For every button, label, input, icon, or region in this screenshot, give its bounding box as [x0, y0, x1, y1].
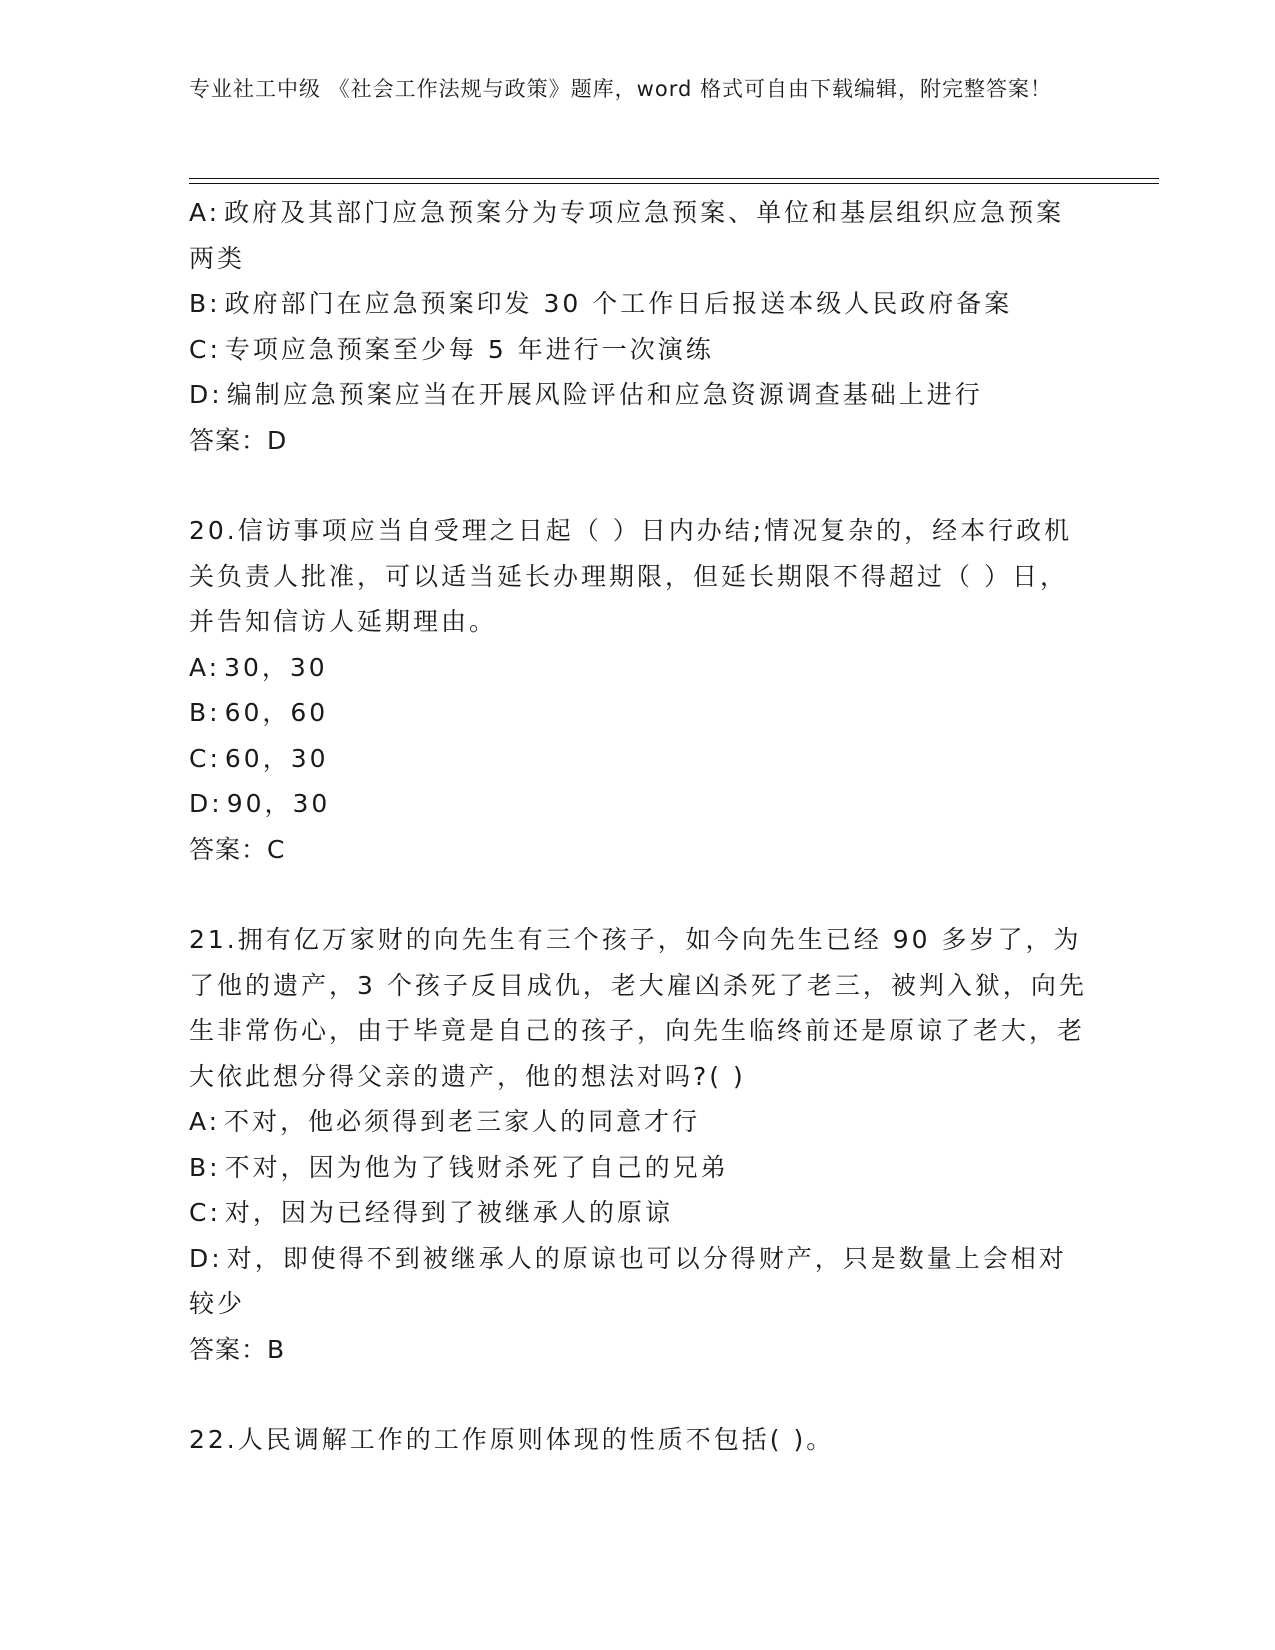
answer: 答案：B: [189, 1334, 286, 1364]
option-a: [189, 190, 1089, 281]
question-stem: 22.人民调解工作的工作原则体现的性质不包括( )。: [189, 1425, 835, 1454]
option-b: [189, 281, 1089, 327]
option-key: A:: [189, 652, 221, 682]
spacer: [189, 1372, 1089, 1417]
option-key: C:: [189, 743, 221, 773]
option-text: 不对，因为他为了钱财杀死了自己的兄弟: [224, 1152, 729, 1182]
option-key: A:: [189, 1107, 221, 1136]
option-text: 30，30: [224, 652, 328, 682]
option-text: 不对，他必须得到老三家人的同意才行: [224, 1107, 701, 1136]
option-text: 专项应急预案至少每 5 年进行一次演练: [224, 334, 714, 364]
option-key: B:: [189, 1152, 221, 1182]
option-key: D:: [189, 1243, 223, 1273]
question-stem: 20.信访事项应当自受理之日起（ ）日内办结;情况复杂的，经本行政机关负责人批准，可以适当延长办理期限，但延长期限不得超过（ ）日，并告知信访人延期理由。: [189, 516, 1073, 636]
option-key: D:: [189, 380, 223, 409]
spacer: [189, 872, 1089, 917]
option-key: D:: [189, 789, 223, 818]
option-d: [189, 372, 1089, 418]
option-b: [189, 690, 1089, 736]
option-c: [189, 1190, 1089, 1236]
option-a: [189, 645, 1089, 691]
option-text: 90，30: [226, 789, 331, 818]
answer: 答案：C: [189, 834, 286, 864]
option-c: [189, 327, 1089, 373]
option-c: [189, 736, 1089, 782]
option-text: 政府及其部门应急预案分为专项应急预案、单位和基层组织应急预案两类: [189, 198, 1065, 273]
spacer: [189, 463, 1089, 508]
option-text: 60，60: [224, 698, 329, 727]
option-key: C:: [189, 1198, 221, 1227]
question-21: [189, 917, 1089, 1372]
option-d: [189, 1236, 1089, 1327]
option-text: 60，30: [224, 743, 329, 773]
question-content: [189, 190, 1089, 1463]
question-22: [189, 1417, 1089, 1463]
question-stem: 21.拥有亿万家财的向先生有三个孩子，如今向先生已经 90 多岁了，为了他的遗产，3 个孩子反目成仇，老大雇凶杀死了老三，被判入狱，向先生非常伤心，由于毕竟是自己的孩子，向先生临终前还是原谅了老大，老大依此想分得父亲的遗产，他的想法对吗?( ): [189, 925, 1087, 1091]
answer: 答案：D: [189, 425, 288, 455]
question-20: [189, 508, 1089, 872]
option-key: C:: [189, 334, 221, 364]
option-text: 对，即使得不到被继承人的原谅也可以分得财产，只是数量上会相对较少: [189, 1243, 1067, 1318]
question-19: [189, 190, 1089, 463]
option-d: [189, 781, 1089, 827]
option-key: A:: [189, 198, 221, 227]
option-text: 对，因为已经得到了被继承人的原谅: [224, 1198, 673, 1227]
option-key: B:: [189, 698, 221, 727]
option-key: B:: [189, 289, 221, 318]
option-a: [189, 1099, 1089, 1145]
option-text: 编制应急预案应当在开展风险评估和应急资源调查基础上进行: [226, 380, 983, 409]
option-b: [189, 1145, 1089, 1191]
option-text: 政府部门在应急预案印发 30 个工作日后报送本级人民政府备案: [224, 289, 1013, 318]
header-divider: [189, 178, 1159, 184]
document-header: [189, 74, 1089, 105]
header-title: 专业社工中级 《社会工作法规与政策》题库，word 格式可自由下载编辑，附完整答案！: [189, 77, 1052, 101]
